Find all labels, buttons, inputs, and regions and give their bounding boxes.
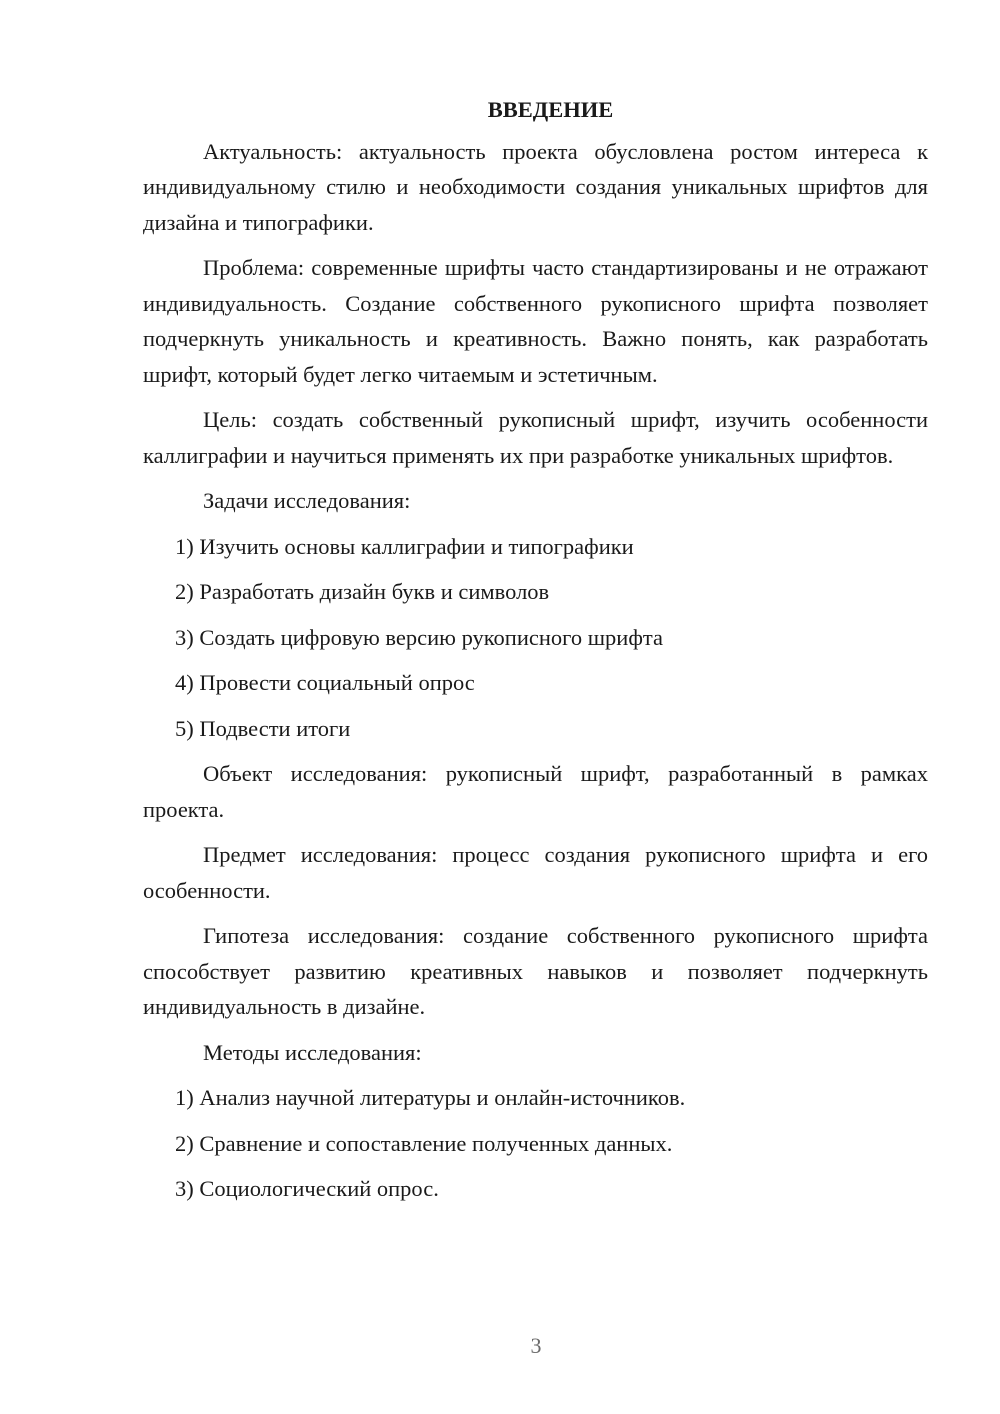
page-content (143, 92, 928, 1217)
tasks-label: Задачи исследования: (203, 488, 411, 513)
methods-label: Методы исследования: (203, 1039, 422, 1065)
list-item: 4) Провести социальный опрос (175, 670, 475, 695)
relevance-paragraph: Актуальность: актуальность проекта обусловлена ростом интереса к индивидуальному стилю и необходимости создания уникальных шрифтов для дизайна и типографики. (143, 138, 928, 235)
object-paragraph: Объект исследования: рукописный шрифт, разработанный в рамках проекта. (143, 761, 928, 822)
problem-paragraph: Проблема: современные шрифты часто стандартизированы и не отражают индивидуальность. Создание собственного рукописного шрифта позволяет подчеркнуть уникальность и креативность. Важно понять, как разработать шрифт, который будет легко читаемым и эстетичным. (143, 255, 928, 387)
page-number: 3 (530, 1333, 542, 1358)
goal-paragraph: Цель: создать собственный рукописный шрифт, изучить особенности каллиграфии и научиться применять их при разработке уникальных шрифтов. (143, 407, 928, 468)
subject-paragraph: Предмет исследования: процесс создания рукописного шрифта и его особенности. (143, 842, 928, 903)
list-item: 2) Сравнение и сопоставление полученных данных. (175, 1130, 673, 1156)
list-item: 5) Подвести итоги (175, 715, 351, 741)
hypothesis-paragraph: Гипотеза исследования: создание собственного рукописного шрифта способствует развитию креативных навыков и позволяет подчеркнуть индивидуальность в дизайне. (143, 923, 928, 1019)
section-title: ВВЕДЕНИЕ (487, 97, 614, 122)
list-item: 2) Разработать дизайн букв и символов (175, 579, 550, 604)
list-item: 3) Создать цифровую версию рукописного шрифта (175, 624, 664, 650)
tasks-list (143, 529, 928, 747)
list-item: 1) Анализ научной литературы и онлайн-источников. (175, 1085, 686, 1110)
list-item: 1) Изучить основы каллиграфии и типографики (175, 533, 634, 559)
methods-list (143, 1080, 928, 1207)
list-item: 3) Социологический опрос. (175, 1176, 439, 1201)
